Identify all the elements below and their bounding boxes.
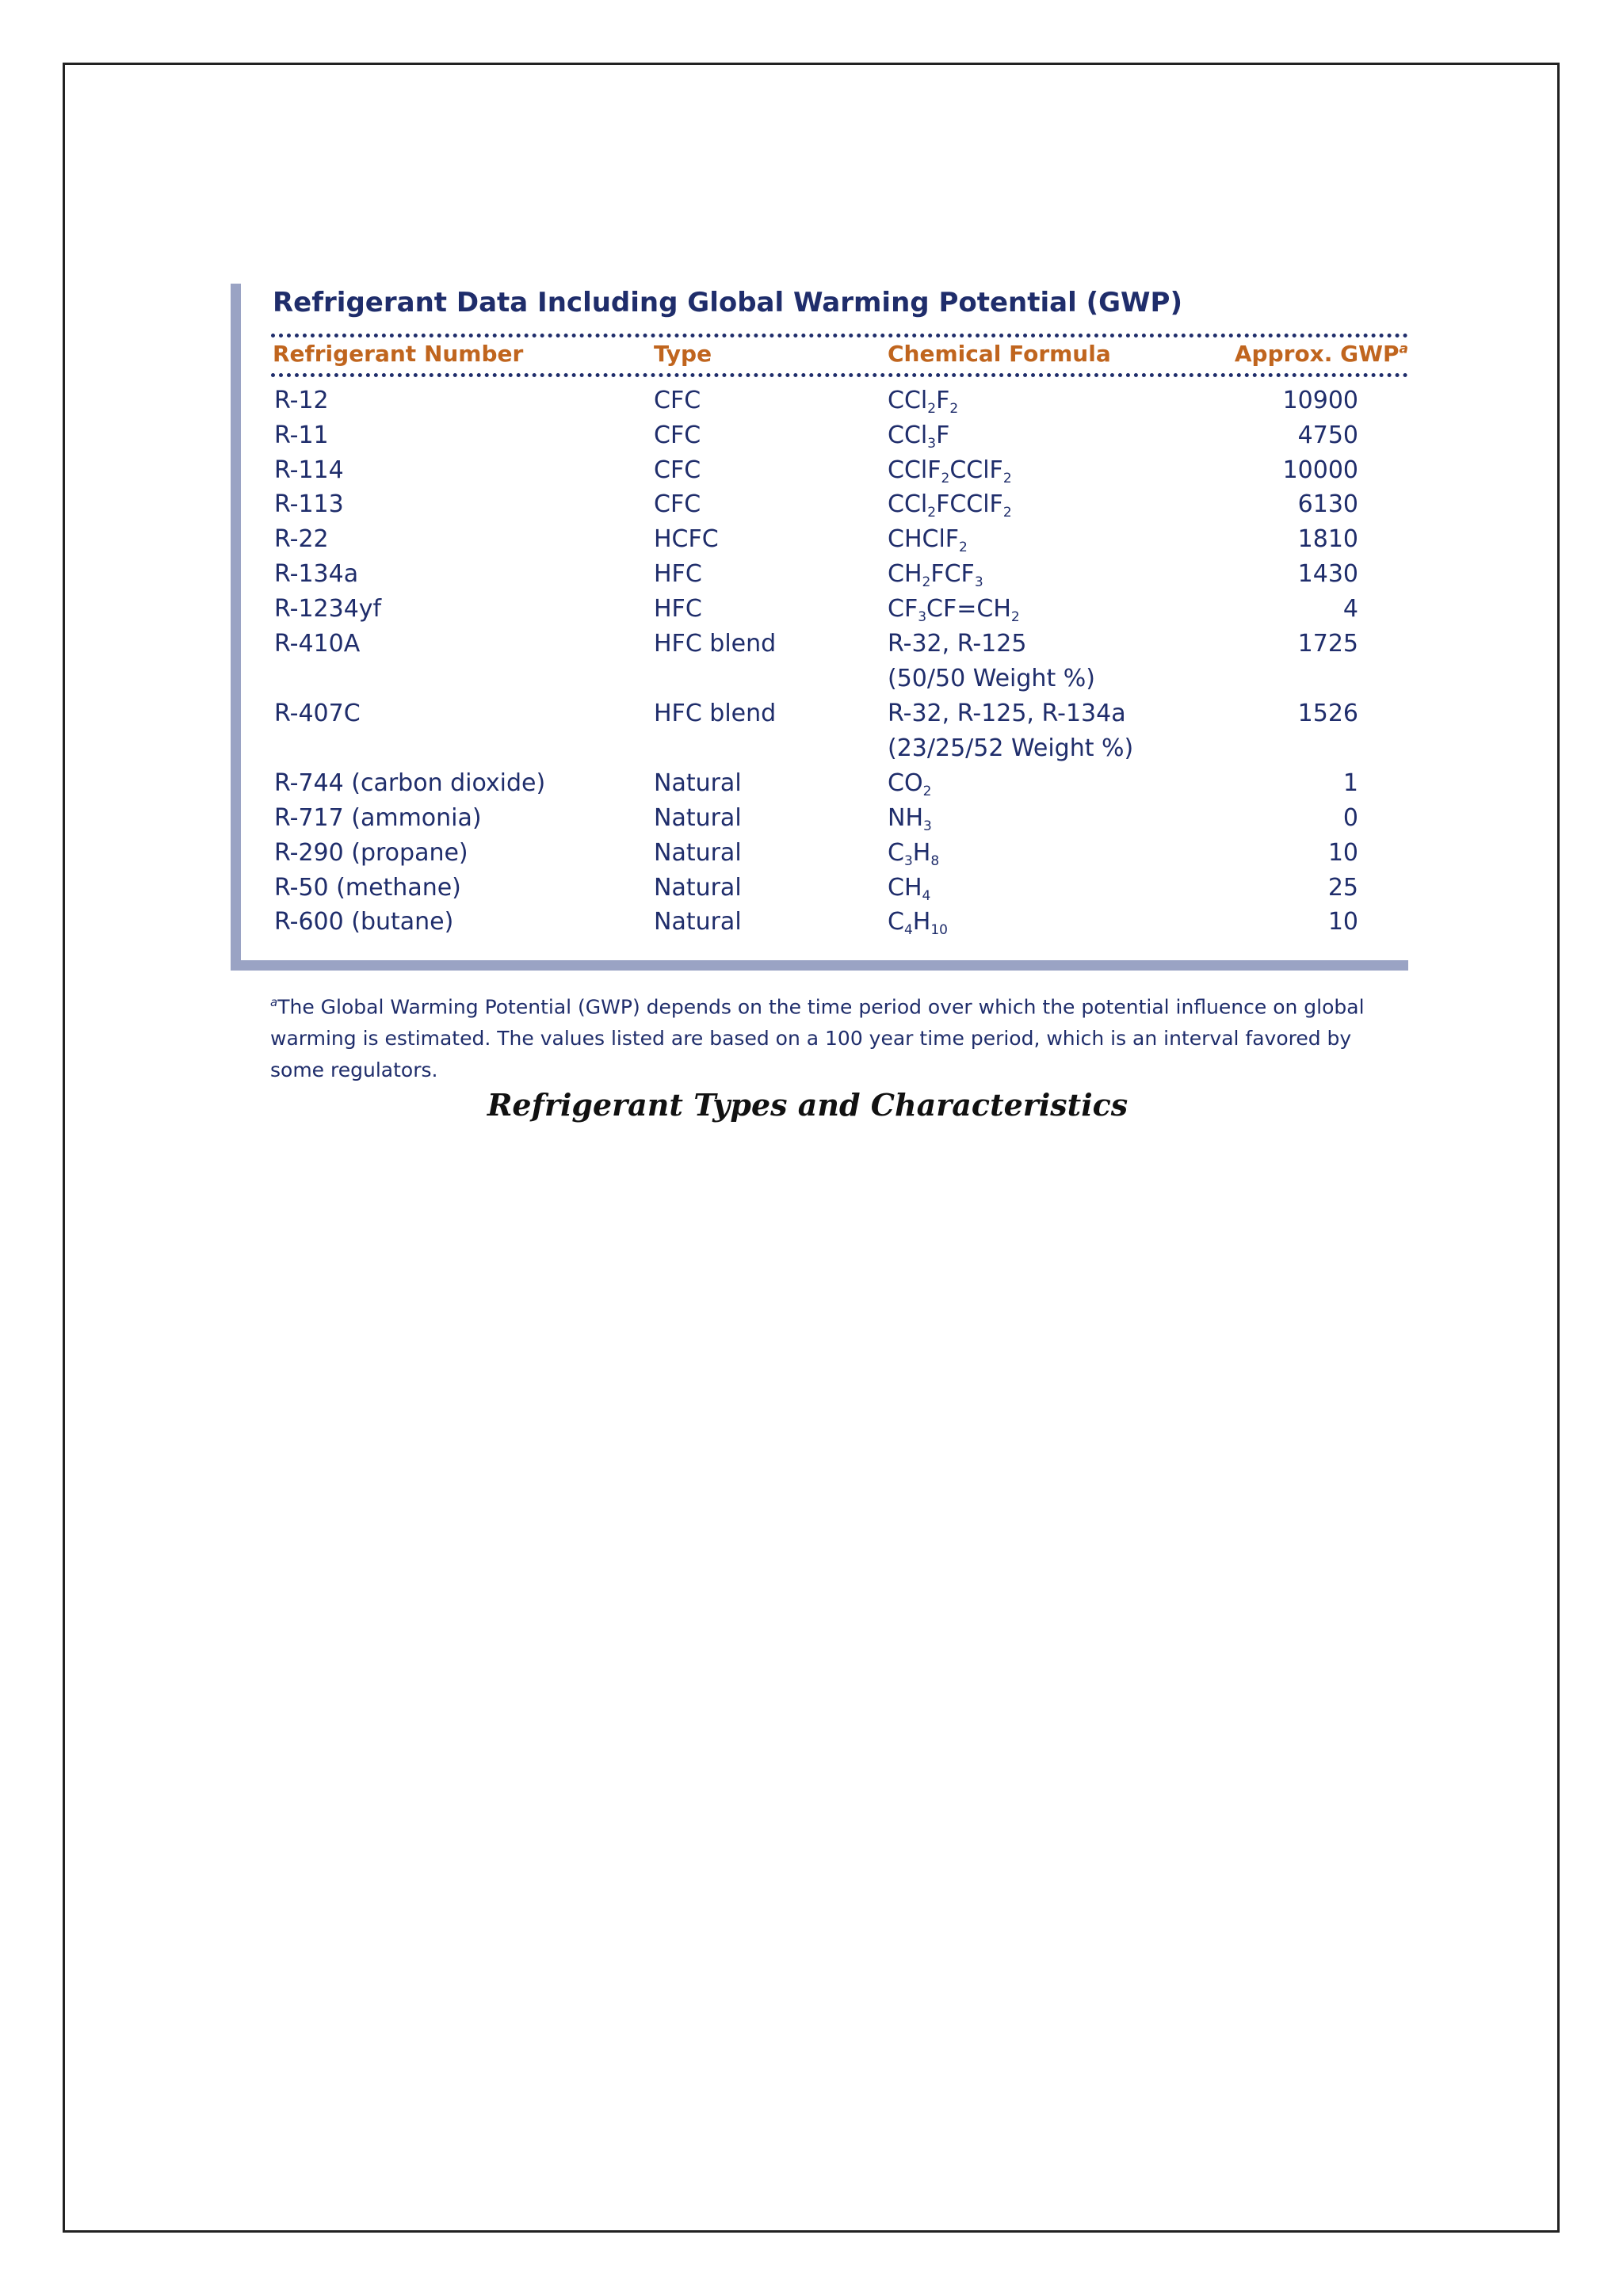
cell-approx-gwp: 0: [1342, 804, 1358, 832]
cell-approx-gwp: 1810: [1297, 525, 1358, 553]
cell-refrigerant-number: R-290 (propane): [274, 839, 468, 867]
formula-part: CO: [888, 769, 923, 797]
footnote-text: The Global Warming Potential (GWP) depends on the time period over which the potential influence on global warming is estimated. The values listed are based on a 100 year time period, which is an interval favored by some regulators.: [270, 995, 1365, 1082]
header-gwp-footnote-marker: a: [1399, 341, 1408, 357]
formula-subscript: 2: [1010, 609, 1020, 625]
formula-part: CClF: [888, 456, 941, 484]
cell-type: CFC: [654, 421, 701, 449]
formula-subscript: 8: [930, 853, 940, 869]
formula-subscript: 3: [974, 574, 983, 590]
formula-part: C: [888, 839, 904, 867]
cell-refrigerant-number: R-114: [274, 456, 344, 484]
formula-part: C: [888, 908, 904, 936]
formula-part: FCF: [930, 560, 975, 588]
cell-approx-gwp: 1430: [1297, 560, 1358, 588]
formula-subscript: 2: [941, 471, 950, 486]
cell-formula-composition: (23/25/52 Weight %): [888, 734, 1134, 762]
cell-type: CFC: [654, 456, 701, 484]
formula-part: F: [936, 421, 950, 449]
formula-subscript: 2: [1002, 505, 1012, 521]
cell-approx-gwp: 1526: [1297, 700, 1358, 727]
formula-subscript: 2: [922, 784, 932, 799]
formula-part: CF: [888, 595, 918, 623]
header-chemical-formula: Chemical Formula: [888, 341, 1111, 367]
figure-caption: Refrigerant Types and Characteristics: [487, 1087, 1128, 1123]
formula-subscript: 4: [922, 888, 931, 904]
cell-approx-gwp: 1725: [1297, 630, 1358, 658]
cell-type: Natural: [654, 908, 742, 936]
cell-approx-gwp: 25: [1327, 874, 1358, 902]
formula-part: H: [912, 908, 931, 936]
cell-formula-composition: (50/50 Weight %): [888, 665, 1095, 692]
formula-subscript: 3: [918, 609, 927, 625]
cell-type: HFC blend: [654, 630, 777, 658]
formula-part: CHClF: [888, 525, 960, 553]
formula-subscript: 4: [903, 922, 913, 938]
header-approx-gwp: [1149, 341, 1408, 367]
formula-part: CCl: [888, 490, 928, 518]
cell-approx-gwp: 10900: [1282, 387, 1358, 414]
formula-part: CClF: [949, 456, 1003, 484]
formula-part: CH: [888, 874, 922, 902]
cell-approx-gwp: 10000: [1282, 456, 1358, 484]
cell-refrigerant-number: R-22: [274, 525, 329, 553]
cell-refrigerant-number: R-407C: [274, 700, 361, 727]
header-bottom-rule: [271, 373, 1408, 377]
formula-part: CCl: [888, 421, 928, 449]
formula-subscript: 2: [922, 574, 931, 590]
cell-refrigerant-number: R-717 (ammonia): [274, 804, 482, 832]
cell-refrigerant-number: R-410A: [274, 630, 361, 658]
formula-part: FCClF: [936, 490, 1003, 518]
table-footnote: [270, 986, 1411, 1086]
cell-approx-gwp: 10: [1327, 908, 1358, 936]
cell-refrigerant-number: R-1234yf: [274, 595, 382, 623]
formula-part: H: [912, 839, 931, 867]
formula-subscript: 3: [923, 818, 932, 834]
formula-part: CCl: [888, 387, 928, 414]
header-type: Type: [654, 341, 712, 367]
formula-subscript: 2: [959, 540, 968, 555]
cell-type: HFC: [654, 560, 702, 588]
footnote-marker: a: [270, 995, 278, 1009]
cell-type: Natural: [654, 839, 742, 867]
cell-type: Natural: [654, 769, 742, 797]
cell-refrigerant-number: R-11: [274, 421, 329, 449]
cell-type: CFC: [654, 387, 701, 414]
cell-type: HCFC: [654, 525, 719, 553]
cell-approx-gwp: 6130: [1297, 490, 1358, 518]
cell-type: HFC: [654, 595, 702, 623]
formula-part: R-32, R-125: [888, 630, 1027, 658]
formula-subscript: 2: [927, 505, 937, 521]
formula-subscript: 2: [949, 401, 959, 417]
cell-type: Natural: [654, 804, 742, 832]
cell-chemical-formula: [888, 696, 1126, 731]
cell-refrigerant-number: R-600 (butane): [274, 908, 454, 936]
formula-part: F: [936, 387, 950, 414]
formula-subscript: 2: [927, 401, 937, 417]
cell-approx-gwp: 4: [1342, 595, 1358, 623]
formula-part: NH: [888, 804, 923, 832]
formula-subscript: 10: [930, 922, 948, 938]
cell-type: HFC blend: [654, 700, 777, 727]
cell-chemical-formula: [888, 905, 948, 948]
cell-refrigerant-number: R-134a: [274, 560, 359, 588]
formula-subscript: 3: [927, 436, 937, 452]
cell-refrigerant-number: R-50 (methane): [274, 874, 461, 902]
header-refrigerant-number: Refrigerant Number: [273, 341, 524, 367]
cell-approx-gwp: 10: [1327, 839, 1358, 867]
cell-refrigerant-number: R-113: [274, 490, 344, 518]
formula-subscript: 3: [903, 853, 913, 869]
formula-part: CF=CH: [926, 595, 1011, 623]
cell-approx-gwp: 4750: [1297, 421, 1358, 449]
header-top-rule: [271, 334, 1408, 338]
cell-type: Natural: [654, 874, 742, 902]
formula-part: R-32, R-125, R-134a: [888, 700, 1126, 727]
table-title: Refrigerant Data Including Global Warming Potential (GWP): [273, 287, 1182, 318]
formula-part: CH: [888, 560, 922, 588]
cell-refrigerant-number: R-744 (carbon dioxide): [274, 769, 546, 797]
cell-chemical-formula: [888, 627, 1026, 662]
formula-subscript: 2: [1002, 471, 1012, 486]
cell-type: CFC: [654, 490, 701, 518]
cell-refrigerant-number: R-12: [274, 387, 329, 414]
header-gwp-label: Approx. GWP: [1234, 341, 1400, 367]
cell-approx-gwp: 1: [1342, 769, 1358, 797]
